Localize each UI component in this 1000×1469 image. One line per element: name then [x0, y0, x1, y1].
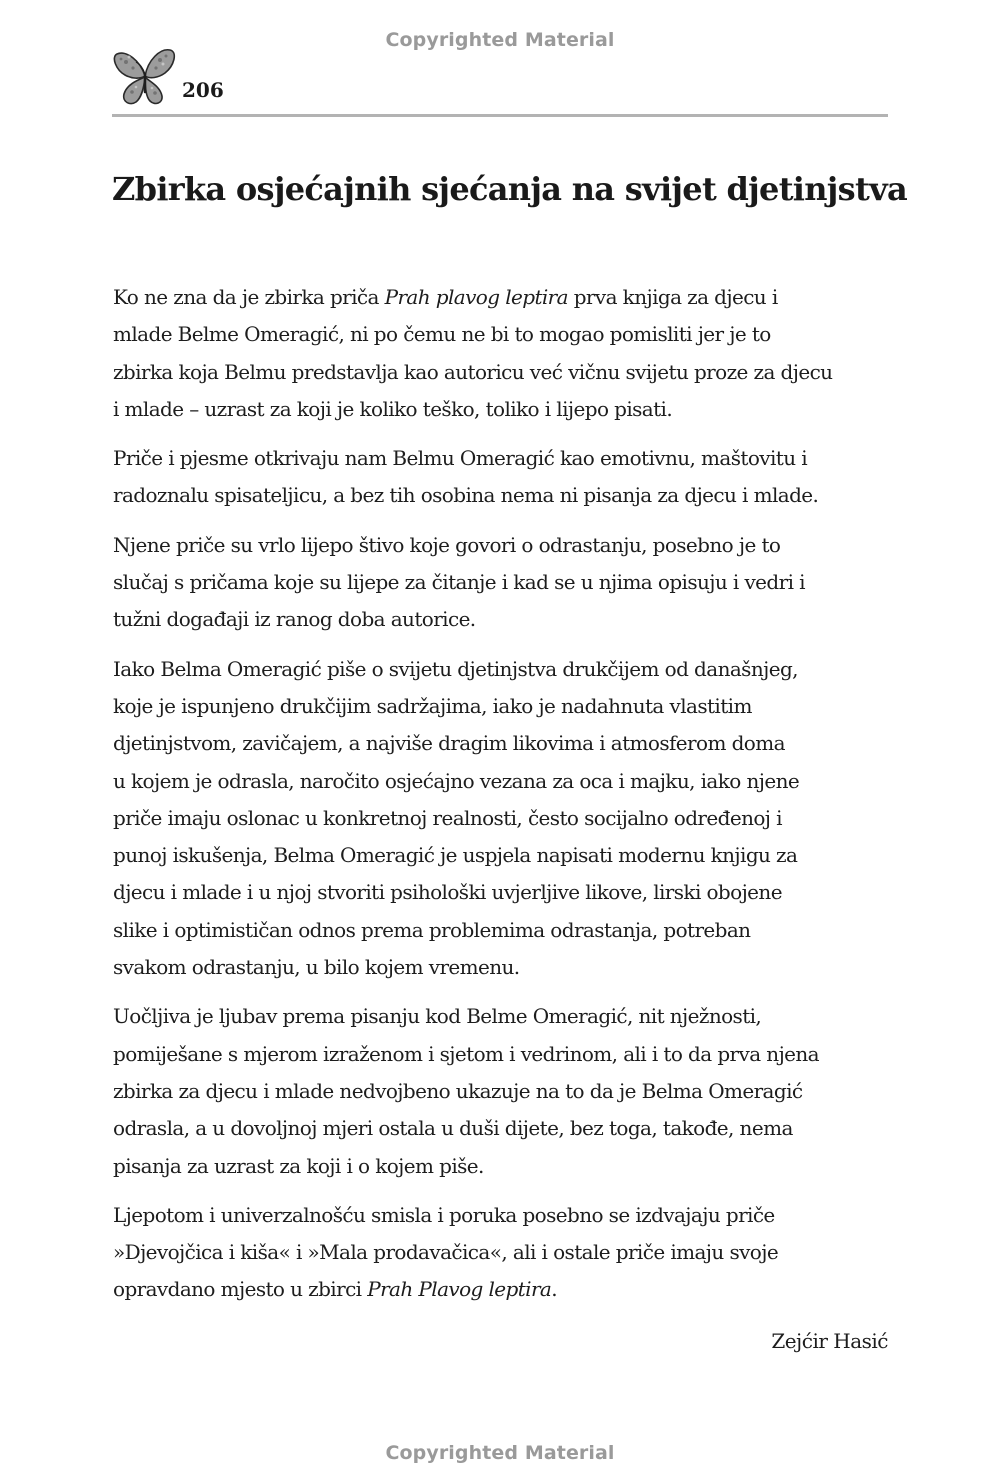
text-segment: Iako Belma Omeragić piše o svijetu djetinjstva drukčijem od današnjeg, — [113, 656, 798, 681]
text-line — [113, 688, 903, 725]
text-segment: zbirka koja Belmu predstavlja kao autoricu već vičnu svijetu proze za djecu — [113, 359, 833, 384]
text-segment: opravdano mjesto u zbirci — [113, 1277, 368, 1302]
text-segment: koje je ispunjeno drukčijim sadržajima, iako je nadahnuta vlastitim — [113, 693, 752, 718]
text-segment: tužni događaji iz ranog doba autorice. — [113, 607, 476, 632]
text-segment: Ljepotom i univerzalnošću smisla i poruka posebno se izdvajaju priče — [113, 1202, 775, 1227]
text-segment: djecu i mlade i u njoj stvoriti psihološki uvjerljive likove, lirski obojene — [113, 880, 782, 905]
book-title-italic: Prah plavog leptira — [384, 285, 568, 309]
text-segment: Priče i pjesme otkrivaju nam Belmu Omeragić kao emotivnu, maštovitu i — [113, 446, 808, 471]
paragraph — [113, 998, 903, 1184]
book-title-italic: Prah Plavog leptira — [367, 1277, 552, 1302]
text-line — [113, 1234, 903, 1271]
text-segment: prva knjiga za djecu i — [567, 285, 778, 309]
text-line — [113, 949, 903, 986]
text-line — [113, 477, 903, 514]
paragraph — [113, 527, 903, 639]
text-line — [113, 763, 903, 800]
text-line — [113, 440, 903, 477]
text-line — [113, 800, 903, 837]
text-line — [113, 279, 903, 316]
text-line — [113, 391, 903, 428]
text-segment: . — [551, 1277, 558, 1302]
header-divider — [112, 114, 888, 117]
text-line — [113, 527, 903, 564]
text-line — [113, 354, 903, 391]
text-segment: pomiješane s mjerom izraženom i sjetom i vedrinom, ali i to da prva njena — [113, 1041, 820, 1066]
text-line — [113, 1110, 903, 1147]
text-line — [113, 1197, 903, 1234]
article-title: Zbirka osjećajnih sjećanja na svijet djetinjstva — [112, 170, 907, 208]
text-segment: pisanja za uzrast za koji i o kojem piše. — [113, 1153, 484, 1178]
text-segment: odrasla, a u dovoljnoj mjeri ostala u duši dijete, bez toga, takođe, nema — [113, 1116, 793, 1141]
text-line — [113, 651, 903, 688]
text-line — [113, 601, 903, 638]
text-segment: zbirka za djecu i mlade nedvojbeno ukazuje na to da je Belma Omeragić — [113, 1078, 803, 1103]
text-segment: slučaj s pričama koje su lijepe za čitanje i kad se u njima opisuju i vedri i — [113, 570, 805, 595]
text-segment: djetinjstvom, zavičajem, a najviše dragim likovima i atmosferom doma — [113, 731, 785, 756]
page-number: 206 — [182, 78, 224, 102]
text-line — [113, 837, 903, 874]
text-segment: »Djevojčica i kiša« i »Mala prodavačica«, ali i ostale priče imaju svoje — [113, 1240, 779, 1265]
text-line — [113, 1148, 903, 1185]
text-line — [113, 998, 903, 1035]
text-segment: Njene priče su vrlo lijepo štivo koje govori o odrastanju, posebno je to — [113, 532, 781, 557]
paragraph — [113, 440, 903, 515]
copyright-watermark-bottom: Copyrighted Material — [385, 1442, 615, 1464]
text-segment: svakom odrastanju, u bilo kojem vremenu. — [113, 955, 520, 980]
text-segment: i mlade – uzrast za koji je koliko teško, toliko i lijepo pisati. — [113, 396, 673, 421]
text-segment: u kojem je odrasla, naročito osjećajno vezana za oca i majku, iako njene — [113, 768, 800, 793]
text-segment: radoznalu spisateljicu, a bez tih osobina nema ni pisanja za djecu i mlade. — [113, 483, 819, 508]
paragraph — [113, 1197, 903, 1309]
text-line — [113, 1073, 903, 1110]
author-signature: Zejćir Hasić — [771, 1329, 888, 1353]
text-line — [113, 316, 903, 353]
text-segment: mlade Belme Omeragić, ni po čemu ne bi to mogao pomisliti jer je to — [113, 322, 771, 347]
paragraph — [113, 651, 903, 987]
text-line — [113, 912, 903, 949]
article-body — [113, 279, 903, 1321]
copyright-watermark-top: Copyrighted Material — [385, 29, 615, 51]
page-header — [112, 44, 888, 118]
text-line — [113, 725, 903, 762]
text-segment: slike i optimističan odnos prema problemima odrastanja, potreban — [113, 917, 751, 942]
text-line — [113, 1271, 903, 1308]
text-segment: priče imaju oslonac u konkretnoj realnosti, često socijalno određenoj i — [113, 805, 782, 830]
text-line — [113, 564, 903, 601]
text-segment: Ko ne zna da je zbirka priča — [113, 285, 385, 309]
text-segment: Uočljiva je ljubav prema pisanju kod Belme Omeragić, nit nježnosti, — [113, 1004, 762, 1029]
text-segment: punoj iskušenja, Belma Omeragić je uspjela napisati modernu knjigu za — [113, 843, 798, 868]
text-line — [113, 1036, 903, 1073]
paragraph — [113, 279, 903, 428]
text-line — [113, 874, 903, 911]
butterfly-icon — [112, 46, 178, 110]
